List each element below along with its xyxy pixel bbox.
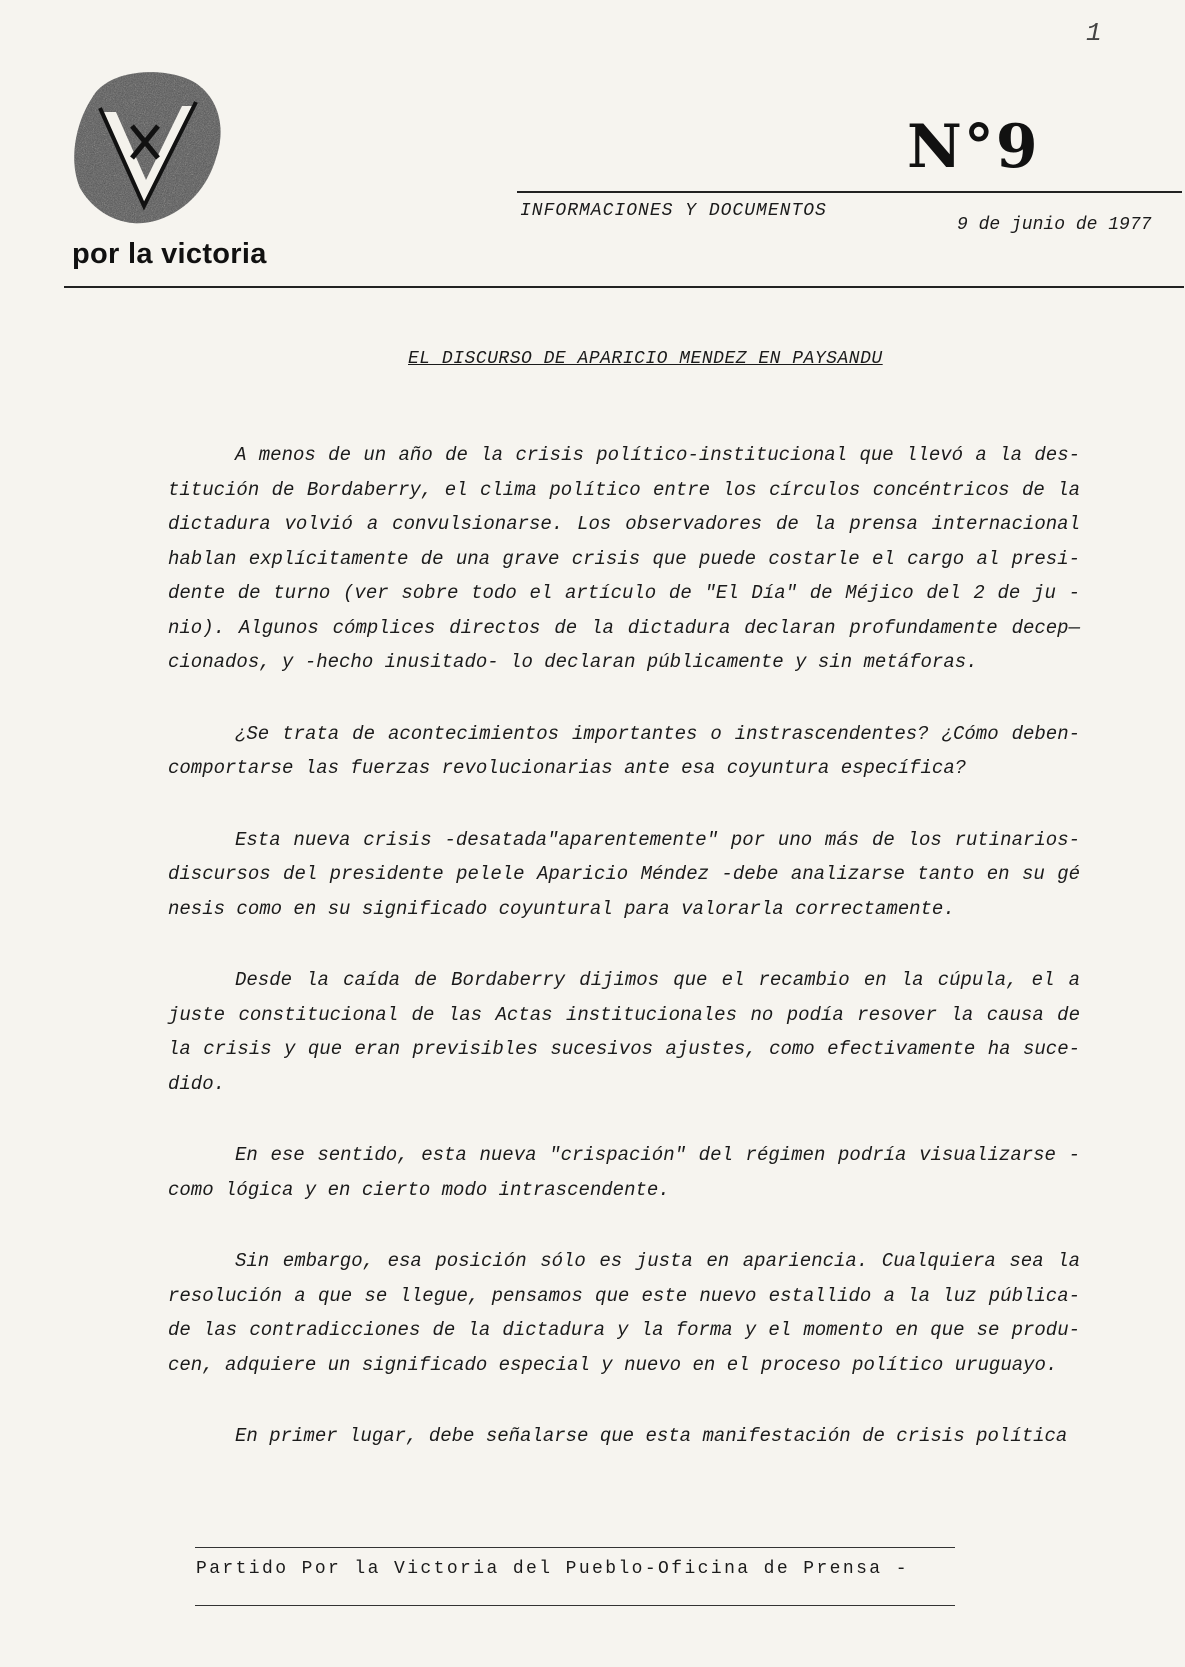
publication-date: 9 de junio de 1977 <box>957 215 1152 235</box>
issue-number: N°9 <box>907 112 1040 182</box>
footer-text: Partido Por la Victoria del Pueblo-Oficina de Prensa - <box>196 1559 909 1579</box>
text-line: cen, adquiere un significado especial y nuevo en el proceso político uruguayo. <box>168 1353 1058 1376</box>
text-line: de las contradicciones de la dictadura y la forma y el momento en que se produ- <box>168 1319 1080 1341</box>
paragraph <box>168 1244 1080 1382</box>
paragraph <box>168 823 1080 927</box>
publication-subtitle: INFORMACIONES Y DOCUMENTOS <box>520 201 827 221</box>
header-divider <box>64 286 1184 288</box>
article-body <box>168 438 1080 1491</box>
text-line: cionados, y -hecho inusitado- lo declaran públicamente y sin metáforas. <box>168 651 978 673</box>
article-title: EL DISCURSO DE APARICIO MENDEZ EN PAYSANDU <box>408 349 883 369</box>
paragraph <box>168 1138 1080 1207</box>
text-line: A menos de un año de la crisis político-institucional que llevó a la des- <box>235 444 1080 466</box>
text-line: dente de turno (ver sobre todo el artículo de "El Día" de Méjico del 2 de ju - <box>168 582 1080 604</box>
paragraph <box>168 963 1080 1101</box>
text-line: juste constitucional de las Actas institucionales no podía resover la causa de <box>168 1003 1080 1026</box>
text-line: En ese sentido, esta nueva "crispación" del régimen podría visualizarse - <box>235 1144 1080 1166</box>
text-line: discursos del presidente pelele Aparicio Méndez -debe analizarse tanto en su gé <box>168 863 1080 885</box>
text-line: dido. <box>168 1072 226 1095</box>
paragraph <box>168 438 1080 680</box>
text-line: Desde la caída de Bordaberry dijimos que el recambio en la cúpula, el a <box>235 969 1080 991</box>
text-line: nesis como en su significado coyuntural para valorarla correctamente. <box>168 897 955 920</box>
text-line: Sin embargo, esa posición sólo es justa en apariencia. Cualquiera sea la <box>235 1250 1080 1272</box>
text-line: Esta nueva crisis -desatada"aparentemente" por uno más de los rutinarios- <box>235 828 1080 851</box>
text-line: como lógica y en cierto modo intrascendente. <box>168 1178 670 1201</box>
text-line: ¿Se trata de acontecimientos importantes o instrascendentes? ¿Cómo deben- <box>235 722 1080 745</box>
party-logo-icon <box>70 60 230 250</box>
text-line: titución de Bordaberry, el clima político entre los círculos concéntricos de la <box>168 478 1080 501</box>
paragraph <box>168 1419 1080 1454</box>
text-line: hablan explícitamente de una grave crisis que puede costarle el cargo al presi- <box>168 547 1080 570</box>
page-number-mark: 1 <box>1086 18 1102 48</box>
footer-rule-bottom <box>195 1605 955 1606</box>
text-line: la crisis y que eran previsibles sucesivos ajustes, como efectivamente ha suce- <box>168 1038 1080 1060</box>
text-line: resolución a que se llegue, pensamos que este nuevo estallido a la luz pública- <box>168 1284 1080 1307</box>
text-line: comportarse las fuerzas revolucionarias ante esa coyuntura específica? <box>168 757 967 779</box>
text-line: nio). Algunos cómplices directos de la dictadura declaran profundamente decep— <box>168 616 1080 639</box>
logo-caption: por la victoria <box>72 238 267 270</box>
header-rule <box>517 191 1182 193</box>
paragraph <box>168 717 1080 786</box>
text-line: dictadura volvió a convulsionarse. Los observadores de la prensa internacional <box>168 513 1080 535</box>
footer-rule-top <box>195 1547 955 1548</box>
text-line: En primer lugar, debe señalarse que esta manifestación de crisis política <box>235 1425 1068 1447</box>
